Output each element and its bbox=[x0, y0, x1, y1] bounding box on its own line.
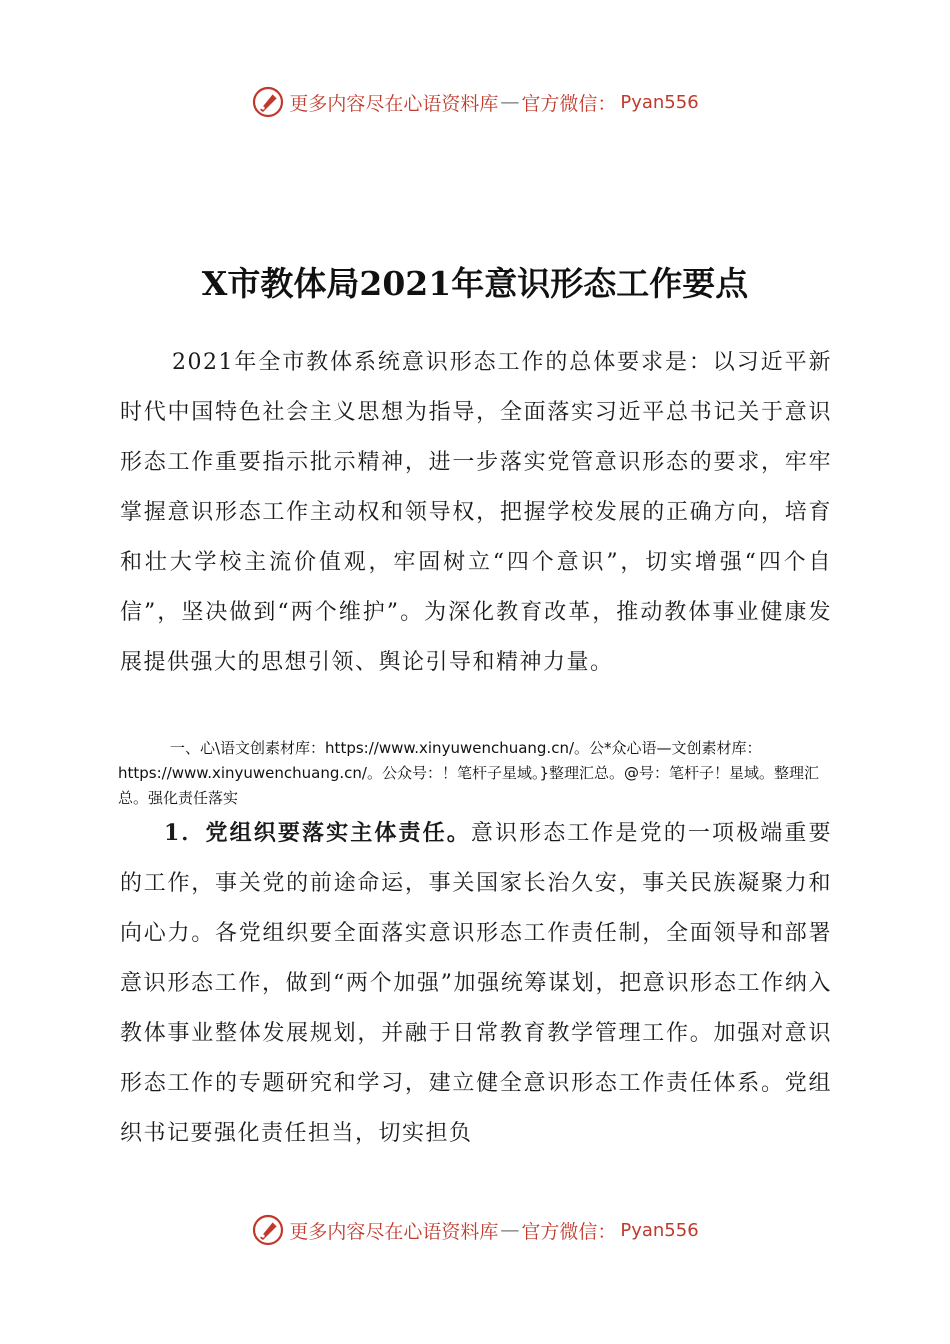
pen-nib-logo-icon bbox=[251, 1213, 285, 1247]
banner-wechat-label: 官方微信： bbox=[521, 92, 617, 115]
pen-nib-logo-icon bbox=[251, 85, 285, 119]
section-note: 一、心\语文创素材库：https://www.xinyuwenchuang.cn/。公*众心语—文创素材库：https://www.xinyuwenchuang.cn/。公众号：！笔杆子星域。}整理汇总。@号：笔杆子！星域。整理汇总。强化责任落实 bbox=[118, 739, 820, 807]
banner-dash: — bbox=[500, 1219, 520, 1241]
banner-dash: — bbox=[500, 91, 520, 113]
banner-wechat-id: Pyan556 bbox=[620, 1219, 699, 1241]
banner-text: 更多内容尽在心语资料库 bbox=[289, 1220, 499, 1243]
banner-text: 更多内容尽在心语资料库 bbox=[289, 92, 499, 115]
item-1-paragraph bbox=[120, 808, 832, 1159]
banner-wechat-id: Pyan556 bbox=[620, 91, 699, 113]
footer-banner bbox=[0, 1210, 950, 1250]
item-1-body: 意识形态工作是党的一项极端重要的工作，事关党的前途命运，事关国家长治久安，事关民族凝聚力和向心力。各党组织要全面落实意识形态工作责任制，全面领导和部署意识形态工作，做到“两个加强”加强统筹谋划，把意识形态工作纳入教体事业整体发展规划，并融于日常教育教学管理工作。加强对意识形态工作的专题研究和学习，建立健全意识形态工作责任体系。党组织书记要强化责任担当，切实担负 bbox=[120, 821, 832, 1146]
header-banner bbox=[0, 82, 950, 122]
document-title: X市教体局2021年意识形态工作要点 bbox=[201, 264, 749, 303]
banner-wechat-label: 官方微信： bbox=[521, 1220, 617, 1243]
intro-paragraph: 2021年全市教体系统意识形态工作的总体要求是：以习近平新时代中国特色社会主义思想为指导，全面落实习近平总书记关于意识形态工作重要指示批示精神，进一步落实党管意识形态的要求，牢牢掌握意识形态工作主动权和领导权，把握学校发展的正确方向，培育和壮大学校主流价值观，牢固树立“四个意识”，切实增强“四个自信”，坚决做到“两个维护”。为深化教育改革，推动教体事业健康发展提供强大的思想引领、舆论引导和精神力量。 bbox=[120, 350, 832, 675]
item-1-heading: 1．党组织要落实主体责任。 bbox=[164, 820, 471, 846]
